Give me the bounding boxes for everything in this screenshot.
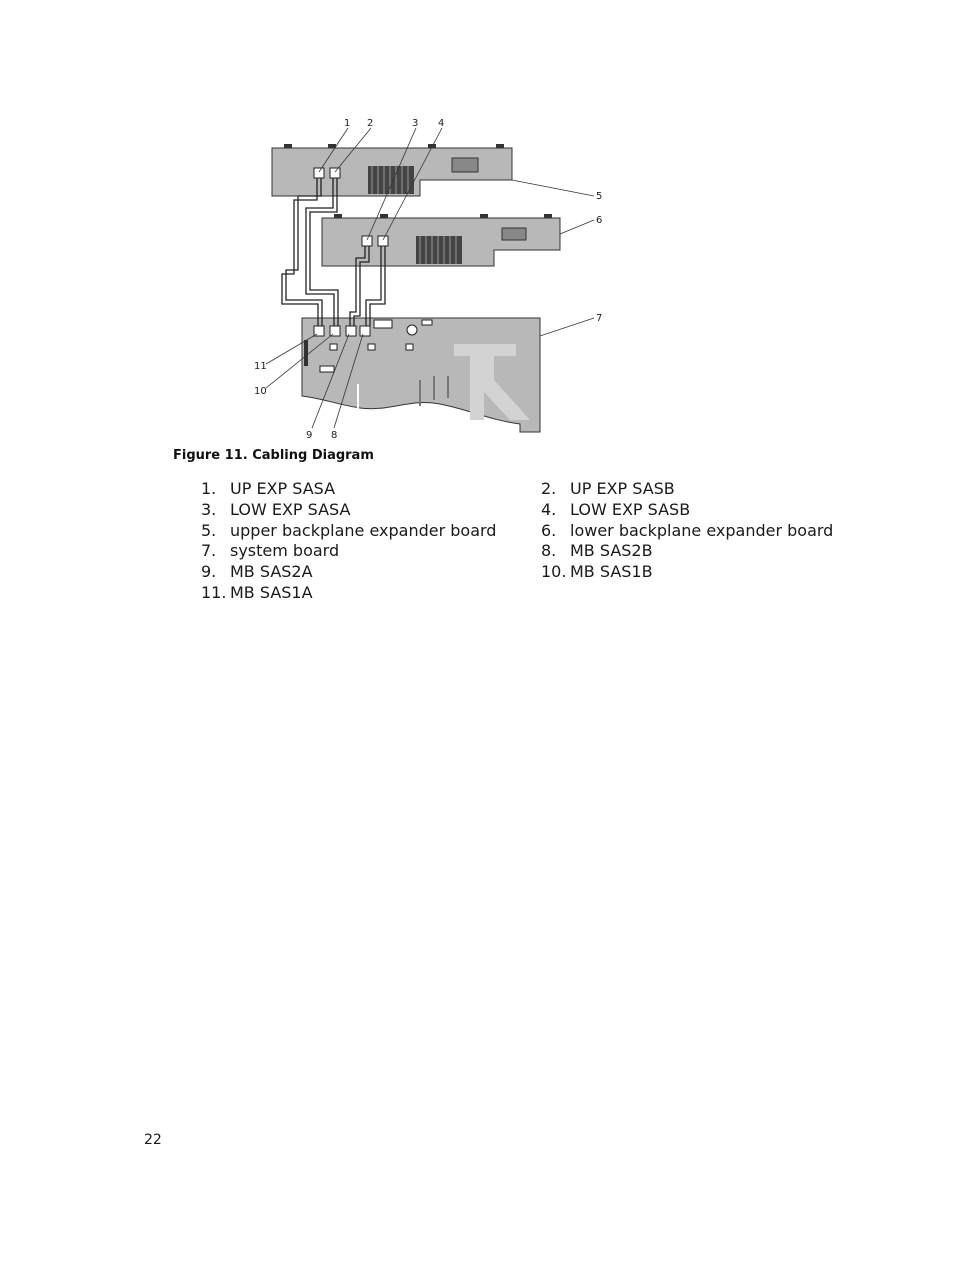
legend-item-label: MB SAS2B [570,541,653,561]
callout-8: 8 [331,430,338,440]
callout-5: 5 [596,191,603,202]
callout-3: 3 [412,118,419,129]
legend-item-label: MB SAS2A [230,562,313,582]
callout-7: 7 [596,313,603,324]
callout-4: 4 [438,118,445,129]
legend-item-number: 8. [541,541,557,561]
legend-item-label: MB SAS1A [230,583,313,602]
callout-1: 1 [344,118,351,129]
legend-item-label: LOW EXP SASB [570,499,691,519]
legend-item-label: MB SAS1B [570,562,653,582]
legend-item-number: 4. [541,499,557,519]
legend-item-label: UP EXP SASA [230,479,336,498]
figure-caption: Figure 11. Cabling Diagram [173,448,374,463]
legend-item-number: 10. [541,562,567,582]
legend-item-number: 2. [541,479,557,498]
legend-item-number: 11. [201,583,227,602]
cabling-diagram [240,110,620,440]
legend-item-label: UP EXP SASB [570,479,675,498]
legend-item-number: 5. [201,520,217,540]
legend-item-number: 6. [541,520,557,540]
legend-item-number: 7. [201,541,217,561]
legend-item-label: upper backplane expander board [230,520,497,540]
page-number: 22 [144,1132,162,1148]
callout-6: 6 [596,215,603,226]
callout-2: 2 [367,118,374,129]
legend-item-number: 3. [201,499,217,519]
callout-10: 10 [254,386,267,397]
legend-item-number: 1. [201,479,217,498]
legend-item-number: 9. [201,562,217,582]
callout-9: 9 [306,430,313,440]
upper-backplane-board [272,144,512,196]
legend-item-label: LOW EXP SASA [230,499,351,519]
legend-item-label: lower backplane expander board [570,520,834,540]
callout-11: 11 [254,361,267,372]
legend-item-label: system board [230,541,340,561]
